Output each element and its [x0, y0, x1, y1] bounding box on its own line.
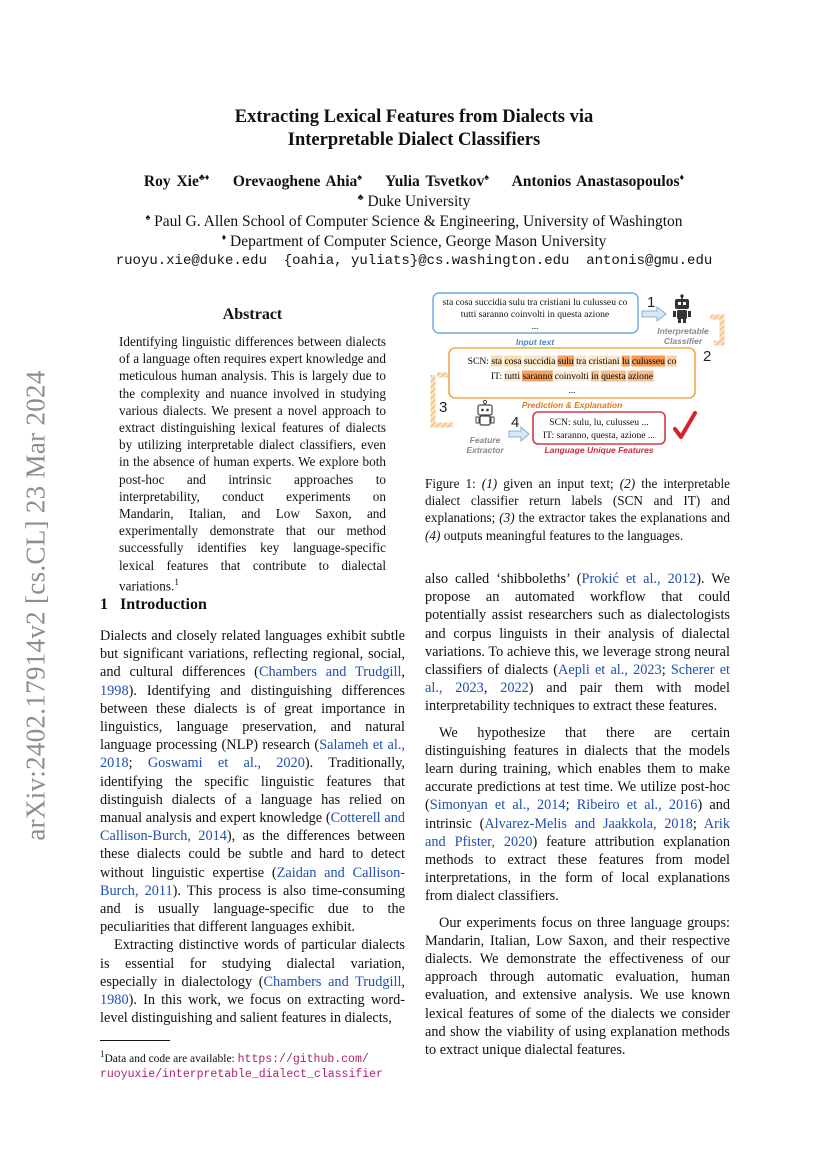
paragraph-text: ). In this work, we focus on extracting word-level distinguishing and salient features in dialects,: [100, 992, 405, 1027]
citation-link[interactable]: Salameh et al., 2018: [100, 737, 405, 772]
title-line-1: Extracting Lexical Features from Dialects via: [234, 107, 594, 127]
citation-link[interactable]: Aepli et al., 2023: [558, 662, 662, 679]
citation-link[interactable]: 2022: [500, 680, 529, 697]
paragraph-text: also called ‘shibboleths’ (: [425, 571, 582, 587]
prediction-word: succidia: [523, 356, 556, 367]
paragraph-text: ;: [692, 815, 704, 832]
figure-1-diagram: [425, 285, 730, 465]
paragraph-text: ;: [661, 662, 671, 679]
abstract-text: Identifying linguistic differences between dialects of a language often requires expert knowledge and meticulous human analysis. This is largely due to the complexity and nuance involved in studying various dialects. We present a novel approach to extract distinguishing lexical features of dialects by utilizing interpretable dialect classifiers, even in the absence of human experts. We explore both post-hoc and intrinsic approaches to interpretability, conduct experiments on Mandarin, Italian, and Low Saxon, and experimentally demonstrate that our method successfully identifies key language-specific lexical features that contribute to dialectal variations.: [119, 334, 386, 594]
arxiv-stamp-text: arXiv:2402.17914v2 [cs.CL] 23 Mar 2024: [20, 369, 51, 841]
output-scn: SCN: sulu, lu, culusseu ...: [549, 417, 649, 428]
prediction-row-scn: [468, 356, 677, 368]
input-ellipsis: ...: [531, 321, 539, 331]
right-column-body: [425, 570, 730, 1059]
caption-step: (4): [425, 527, 441, 543]
paragraph-text: We hypothesize that there are certain distinguishing features in dialects that the models learn during training, which enables them to make accurate predictions at test time. We utilize post-hoc (: [425, 724, 730, 814]
citation-link[interactable]: Prokić et al., 2012: [581, 571, 697, 587]
output-it: IT: saranno, questa, azione ...: [542, 430, 656, 441]
paragraph-text: ), as the differences between these dialects could be subtle and hard to detect without linguistic expertise (: [100, 828, 405, 881]
prediction-word: azione: [628, 371, 654, 382]
step-4-number: 4: [511, 414, 520, 431]
paragraph-text: ,: [401, 973, 405, 990]
robot-icon: [673, 294, 691, 323]
author-name: Roy Xie: [143, 173, 199, 191]
paragraph-text: ;: [565, 797, 577, 814]
prediction-word: in: [591, 371, 599, 382]
footnote-link[interactable]: ruoyuxie/interpretable_dialect_classifier: [100, 1067, 383, 1081]
prediction-word: saranno: [522, 371, 553, 382]
paragraph-text: Our experiments focus on three language groups: Mandarin, Italian, Low Saxon, and their respective dialects. We demonstrate the effectiveness of our approach through automatic evaluation, human evaluation, and extensive analysis. We use known lexical features of some of the dialects we consider and show the viability of using explanation methods to extract unique dialectal features.: [425, 914, 730, 1059]
affiliation-text: Department of Computer Science, George Mason University: [230, 233, 607, 251]
prediction-word: questa: [601, 371, 626, 382]
step-1-number: 1: [647, 294, 656, 311]
output-label: Language Unique Features: [544, 445, 654, 455]
paragraph-text: Dialects and closely related languages exhibit subtle but significant variations, reflecting regional, social, and cultural differences (: [100, 628, 405, 681]
citation-link[interactable]: Chambers and Trudgill: [263, 973, 402, 990]
paragraph-text: ) feature attribution explanation methods to extract these features from model interpretations, in the form of local explanations from dialect classifiers.: [425, 833, 731, 905]
caption-text: the extractor takes the explanations and: [514, 510, 730, 526]
prediction-dialect-label: IT:: [490, 371, 503, 382]
section-heading-introduction: 1 Introduction: [100, 596, 207, 613]
author-emails: ruoyu.xie@duke.edu {oahia, yuliats}@cs.washington.edu antonis@gmu.edu: [115, 253, 713, 269]
footnote-text: Data and code are available:: [104, 1052, 238, 1065]
paragraph-text: ). This process is also time-consuming and is usually language-specific due to the peculiarities that different languages exhibit.: [100, 882, 405, 936]
author-marks: ♦: [679, 172, 685, 182]
prediction-word: tutti: [504, 371, 521, 382]
paragraph-text: ) and intrinsic (: [425, 797, 730, 832]
figure-1-caption: [425, 475, 730, 544]
author-marks: ♠: [484, 172, 490, 182]
citation-link[interactable]: 1998: [100, 682, 129, 699]
prediction-word: lu: [621, 356, 630, 367]
paragraph-text: ). We propose an automated workflow that could potentially assist researchers such as dialectologists and corpus linguists in their analysis of dialectal variations. To achieve this, we leverage strong neural classifiers of dialects (: [425, 571, 730, 679]
prediction-word: sulu: [557, 356, 574, 367]
paragraph: [425, 570, 730, 716]
footnote: [100, 1047, 405, 1082]
affiliation-duke: [100, 192, 728, 211]
paragraph-text: ). Identifying and distinguishing differences between these dialects is of great importance in linguistics, language preservation, and natural language processing (NLP) research (: [100, 682, 405, 754]
paragraph: [425, 914, 730, 1060]
citation-link[interactable]: Zaidan and Callison-Burch, 2011: [100, 864, 405, 899]
checkmark-icon: [675, 413, 695, 437]
prediction-word: tra: [576, 356, 587, 367]
caption-step: (2): [619, 476, 636, 491]
footnote-link[interactable]: https://github.com/: [237, 1052, 369, 1066]
extractor-label-1: Feature: [469, 435, 501, 445]
author-name: Orevaoghene Ahia: [232, 173, 358, 191]
paper-title: [100, 106, 728, 152]
prediction-word: culusseu: [631, 356, 665, 367]
paragraph-text: Extracting distinctive words of particular dialects is essential for studying dialectal variation, especially in dialectology (: [100, 937, 405, 990]
prediction-word: cristiani: [588, 356, 620, 367]
caption-step: (3): [499, 510, 515, 526]
caption-text: outputs meaningful features to the languages.: [440, 527, 684, 543]
extractor-label-2: Extractor: [466, 445, 504, 455]
affiliation-mark: ♦: [221, 232, 227, 242]
paragraph: [100, 936, 405, 1027]
citation-link[interactable]: Ribeiro et al., 2016: [576, 797, 698, 814]
footnote-mark: 1: [100, 1049, 105, 1059]
affiliation-mark: ♠: [145, 212, 151, 222]
prediction-label: Prediction & Explanation: [521, 400, 623, 410]
author-marks: ♠: [357, 172, 363, 182]
intro-body: [100, 627, 405, 1027]
caption-text: given an input text;: [497, 476, 620, 491]
paragraph: [100, 627, 405, 936]
abstract-body: [119, 333, 386, 594]
input-line-2: tutti saranno coinvolti in questa azione: [460, 309, 610, 320]
paragraph-text: ;: [128, 755, 148, 772]
affiliation-uw: [100, 212, 728, 231]
prediction-row-it: [491, 371, 654, 383]
author-marks: ♣♦: [198, 172, 210, 182]
paragraph-text: ,: [401, 664, 405, 681]
figure-1: [425, 285, 730, 465]
caption-text: the interpretable dialect classifier return labels (SCN and IT) and explanations;: [425, 476, 730, 526]
step-3-number: 3: [439, 399, 448, 416]
paragraph-text: ,: [483, 680, 501, 697]
step-2-number: 2: [703, 348, 712, 365]
classifier-label-1: Interpretable: [657, 326, 709, 336]
affiliation-mark: ♣: [357, 192, 364, 202]
citation-link[interactable]: Cotterell and Callison-Burch, 2014: [100, 810, 405, 845]
robot-icon: [476, 400, 494, 425]
citation-link[interactable]: Simonyan et al., 2014: [429, 797, 566, 814]
title-line-2: Interpretable Dialect Classifiers: [287, 130, 541, 150]
citation-link[interactable]: Alvarez-Melis and Jaakkola, 2018: [484, 815, 693, 832]
affiliation-gmu: [100, 232, 728, 251]
affiliation-text: Duke University: [367, 193, 471, 211]
paragraph-text: ). Traditionally, identifying the specific linguistic features that distinguish dialects of a language has relied on manual analysis and expert knowledge (: [100, 755, 405, 827]
paragraph-text: ) and pair them with model interpretability techniques to extract these features.: [425, 680, 730, 715]
citation-link[interactable]: Chambers and Trudgill: [258, 664, 402, 681]
prediction-word: coinvolti: [554, 371, 589, 382]
author-name: Antonios Anastasopoulos: [511, 173, 680, 191]
prediction-ellipsis: ...: [568, 385, 576, 395]
arxiv-stamp: [14, 360, 58, 850]
caption-lead: Figure 1:: [425, 476, 482, 491]
citation-link[interactable]: Arik and Pfister, 2020: [425, 815, 731, 850]
footnote-ref: 1: [174, 576, 179, 587]
caption-step: (1): [481, 476, 498, 491]
author-name: Yulia Tsvetkov: [385, 173, 485, 191]
prediction-word: sta: [491, 356, 503, 367]
author-list: [100, 172, 728, 191]
prediction-word: co: [667, 356, 677, 367]
connector-path: [710, 317, 722, 343]
classifier-label-2: Classifier: [663, 336, 703, 346]
citation-link[interactable]: Scherer et al., 2023: [425, 662, 731, 697]
abstract-heading: Abstract: [222, 306, 283, 323]
citation-link[interactable]: 1980: [100, 992, 129, 1009]
input-label: Input text: [515, 337, 555, 347]
affiliation-text: Paul G. Allen School of Computer Science & Engineering, University of Washington: [154, 213, 683, 231]
footnote-rule: [100, 1040, 170, 1041]
paragraph: [425, 724, 730, 906]
prediction-dialect-label: SCN:: [467, 356, 489, 367]
citation-link[interactable]: Goswami et al., 2020: [147, 755, 305, 772]
prediction-word: cosa: [504, 356, 522, 367]
input-line-1: sta cosa succidia sulu tra cristiani lu culusseu co: [442, 297, 628, 308]
